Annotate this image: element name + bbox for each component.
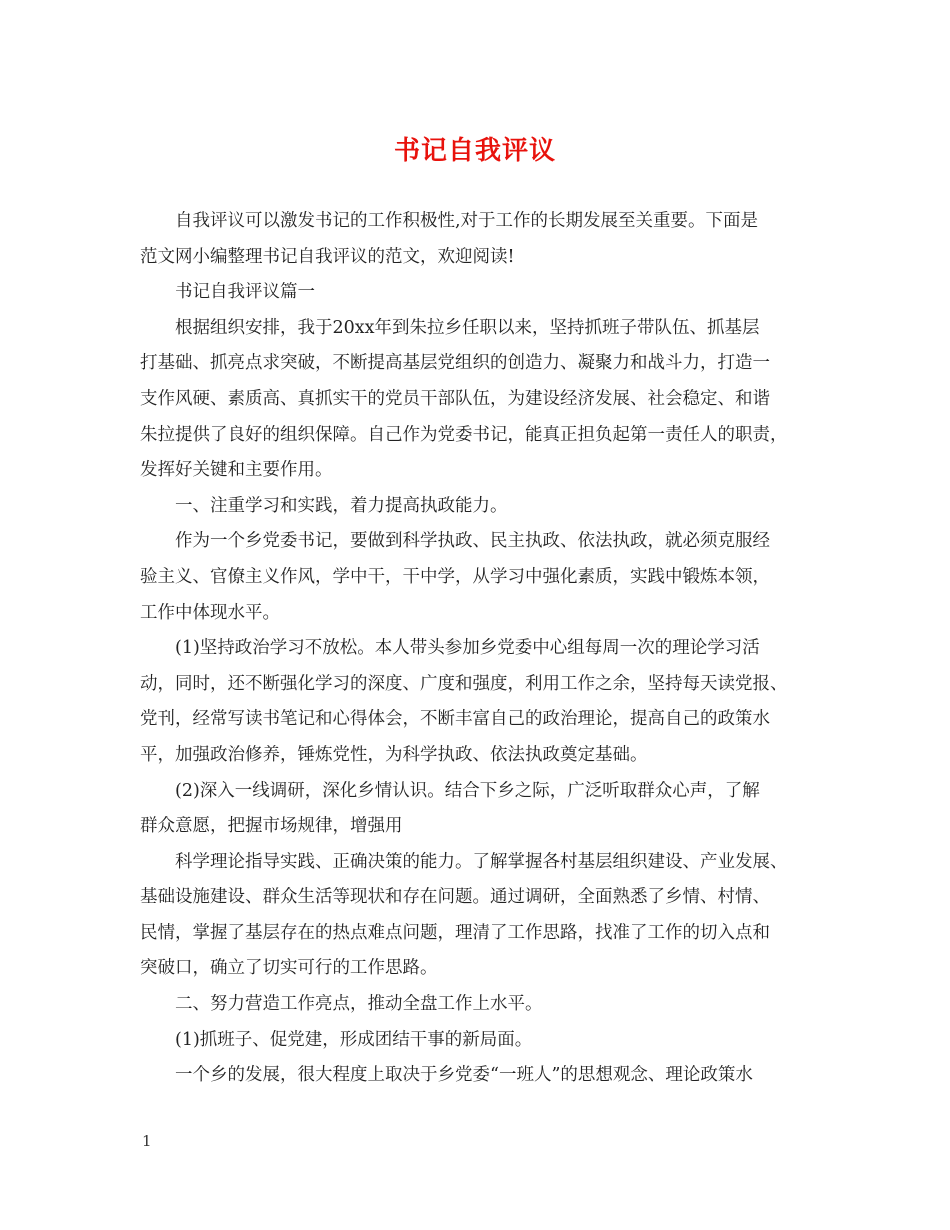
text-line: 基础设施建设、群众生活等现状和存在问题。通过调研，全面熟悉了乡情、村情、	[140, 887, 770, 908]
text-line: 民情，掌握了基层存在的热点难点问题，理清了工作思路，找准了工作的切入点和	[140, 922, 770, 943]
page-number: 1	[142, 1132, 152, 1150]
text-line: 平，加强政治修养，锤炼党性，为科学执政、依法执政奠定基础。	[140, 744, 648, 765]
text-line: 动，同时，还不断强化学习的深度、广度和强度，利用工作之余，坚持每天读党报、	[140, 673, 788, 694]
text-line: 工作中体现水平。	[140, 602, 280, 623]
text-line: 一、注重学习和实践，着力提高执政能力。	[175, 495, 508, 516]
text-line: (1)抓班子、促党建，形成团结干事的新局面。	[175, 1029, 533, 1050]
text-line: 范文网小编整理书记自我评议的范文，欢迎阅读!	[140, 246, 515, 267]
text-line: 科学理论指导实践、正确决策的能力。了解掌握各村基层组织建设、产业发展、	[175, 851, 788, 872]
document-title: 书记自我评议	[393, 136, 556, 166]
text-line: 自我评议可以激发书记的工作积极性,对于工作的长期发展至关重要。下面是	[175, 211, 759, 231]
text-line: 群众意愿，把握市场规律，增强用	[140, 816, 403, 837]
text-line: 突破口，确立了切实可行的工作思路。	[140, 958, 438, 979]
text-line: 发挥好关键和主要作用。	[140, 460, 333, 481]
text-line: 打基础、抓亮点求突破，不断提高基层党组织的创造力、凝聚力和战斗力，打造一	[140, 353, 770, 374]
text-line: 作为一个乡党委书记，要做到科学执政、民主执政、依法执政，就必须克服经	[175, 531, 770, 552]
text-line: 一个乡的发展，很大程度上取决于乡党委“一班人”的思想观念、理论政策水	[175, 1065, 753, 1086]
text-line: 支作风硬、素质高、真抓实干的党员干部队伍，为建设经济发展、社会稳定、和谐	[140, 388, 770, 409]
text-line: 书记自我评议篇一	[175, 282, 315, 303]
document-body	[140, 204, 830, 1094]
text-line: (1)坚持政治学习不放松。本人带头参加乡党委中心组每周一次的理论学习活	[175, 638, 760, 659]
text-line: 朱拉提供了良好的组织保障。自己作为党委书记，能真正担负起第一责任人的职责，	[140, 424, 788, 445]
text-line: (2)深入一线调研，深化乡情认识。结合下乡之际，广泛听取群众心声，了解	[175, 780, 760, 801]
text-line: 党刊，经常写读书笔记和心得体会，不断丰富自己的政治理论，提高自己的政策水	[140, 709, 770, 730]
text-line: 验主义、官僚主义作风，学中干，干中学，从学习中强化素质，实践中锻炼本领，	[140, 566, 770, 587]
text-line: 二、努力营造工作亮点，推动全盘工作上水平。	[175, 994, 543, 1015]
text-line: 根据组织安排，我于20xx年到朱拉乡任职以来，坚持抓班子带队伍、抓基层	[175, 317, 760, 338]
